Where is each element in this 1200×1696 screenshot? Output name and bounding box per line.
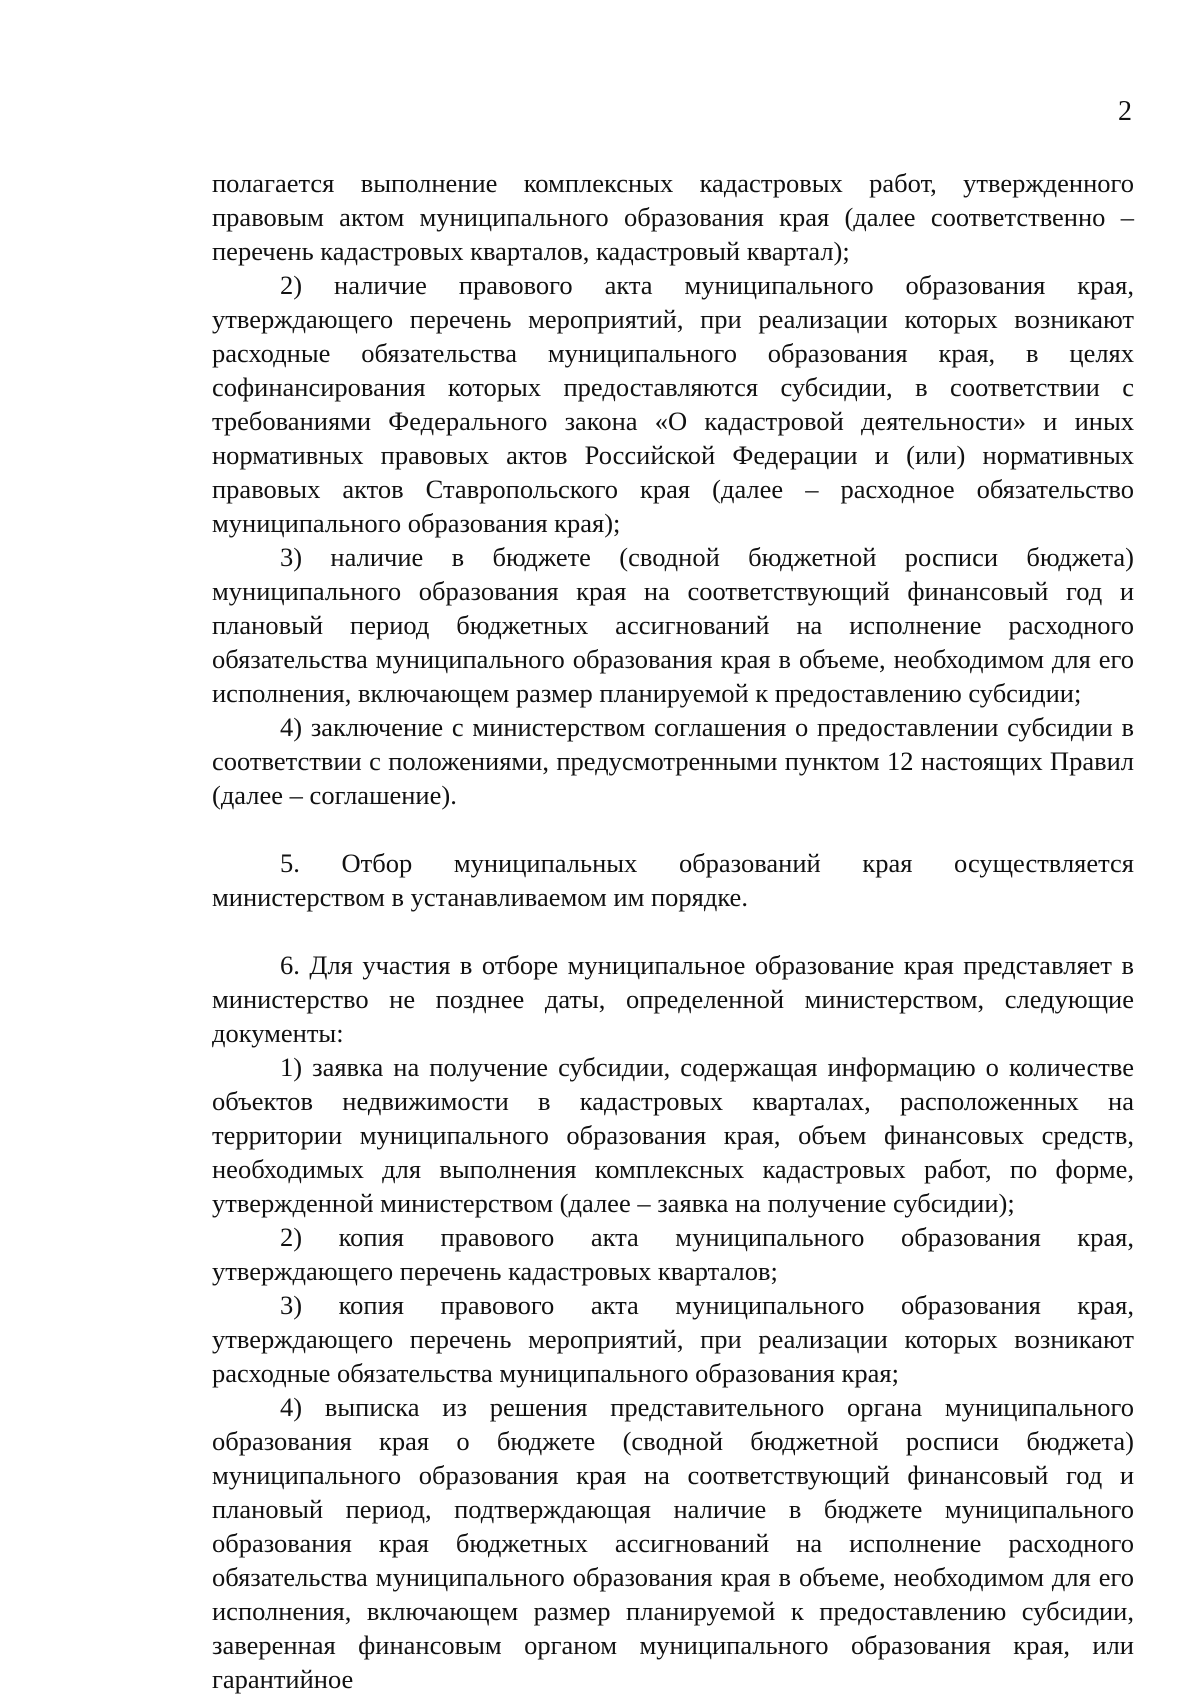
- paragraph: 2) копия правового акта муниципального образования края, утверждающего перечень кадастровых кварталов;: [212, 1222, 1134, 1286]
- paragraph: 4) заключение с министерством соглашения о предоставлении субсидии в соответствии с положениями, предусмотренными пунктом 12 настоящих Правил (далее – соглашение).: [212, 712, 1134, 810]
- paragraph: 4) выписка из решения представительного органа муниципального образования края о бюджете (сводной бюджетной росписи бюджета) муниципального образования края на соответствующий финансовый год и плановый период, подтверждающая наличие в бюджете муниципального образования края бюджетных ассигнований на исполнение расходного обязательства муниципального образования края в объеме, необходимом для его исполнения, включающем размер планируемой к предоставлению субсидии, заверенная финансовым органом муниципального образования края, или гарантийное: [212, 1392, 1134, 1694]
- paragraph: 3) копия правового акта муниципального образования края, утверждающего перечень мероприятий, при реализации которых возникают расходные обязательства муниципального образования края;: [212, 1290, 1134, 1388]
- paragraph: 1) заявка на получение субсидии, содержащая информацию о количестве объектов недвижимости в кадастровых кварталах, расположенных на территории муниципального образования края, объем финансовых средств, необходимых для выполнения комплексных кадастровых работ, по форме, утвержденной министерством (далее – заявка на получение субсидии);: [212, 1052, 1134, 1218]
- document-body: [212, 166, 1134, 1696]
- page-number: 2: [1118, 96, 1132, 127]
- paragraph: 2) наличие правового акта муниципального образования края, утверждающего перечень мероприятий, при реализации которых возникают расходные обязательства муниципального образования края, в целях софинансирования которых предоставляются субсидии, в соответствии с требованиями Федерального закона «О кадастровой деятельности» и иных нормативных правовых актов Российской Федерации и (или) нормативных правовых актов Ставропольского края (далее – расходное обязательство муниципального образования края);: [212, 270, 1134, 538]
- paragraph: полагается выполнение комплексных кадастровых работ, утвержденного правовым актом муниципального образования края (далее соответственно – перечень кадастровых кварталов, кадастровый квартал);: [212, 168, 1134, 266]
- paragraph: 6. Для участия в отборе муниципальное образование края представляет в министерство не позднее даты, определенной министерством, следующие документы:: [212, 950, 1134, 1048]
- paragraph: 5. Отбор муниципальных образований края осуществляется министерством в устанавливаемом им порядке.: [212, 848, 1134, 912]
- paragraph: 3) наличие в бюджете (сводной бюджетной росписи бюджета) муниципального образования края на соответствующий финансовый год и плановый период бюджетных ассигнований на исполнение расходного обязательства муниципального образования края в объеме, необходимом для его исполнения, включающем размер планируемой к предоставлению субсидии;: [212, 542, 1134, 708]
